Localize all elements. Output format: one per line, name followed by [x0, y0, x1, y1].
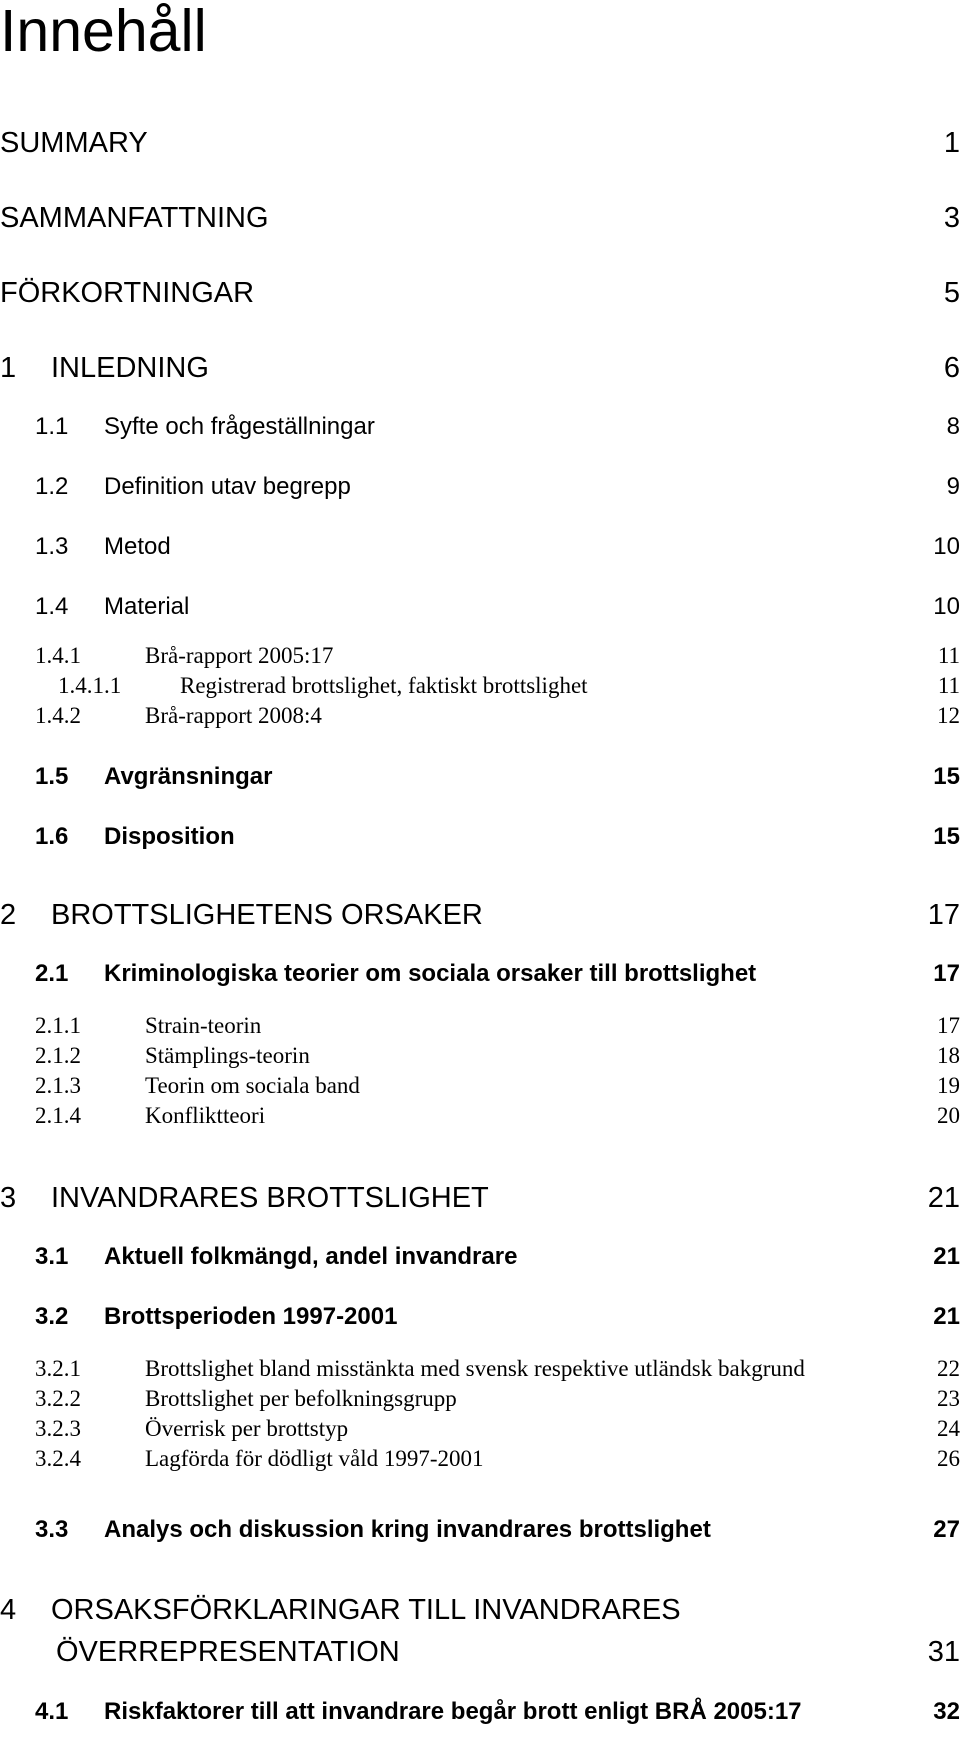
toc-entry-1-4-1[interactable]	[0, 643, 960, 673]
toc-entry-label: SUMMARY	[0, 127, 148, 159]
toc-entry-label: Disposition	[104, 823, 235, 850]
toc-entry-3-2-2[interactable]	[0, 1386, 960, 1416]
toc-entry-number: 2.1.1	[35, 1013, 81, 1038]
toc-entry-2-1[interactable]	[0, 960, 960, 990]
toc-entry-label: Aktuell folkmängd, andel invandrare	[104, 1243, 518, 1270]
toc-entry-label: Strain-teorin	[145, 1013, 262, 1038]
toc-entry-chapter-2[interactable]	[0, 900, 960, 930]
toc-entry-number: 1.6	[35, 823, 69, 850]
toc-entry-label: Metod	[104, 533, 171, 560]
toc-entry-page: 27	[933, 1516, 960, 1543]
toc-entry-number: 2.1.3	[35, 1073, 81, 1098]
toc-entry-number: 3.2	[35, 1303, 69, 1330]
toc-entry-label: Syfte och frågeställningar	[104, 413, 375, 440]
toc-entry-3-2-3[interactable]	[0, 1416, 960, 1446]
toc-entry-2-1-4[interactable]	[0, 1103, 960, 1133]
toc-entry-number: 4.1	[35, 1698, 69, 1725]
toc-entry-forkortningar[interactable]	[0, 278, 960, 308]
toc-entry-page: 31	[927, 1636, 960, 1668]
toc-entry-page: 9	[946, 473, 960, 500]
toc-entry-1-5[interactable]	[0, 763, 960, 793]
toc-entry-label: Registrerad brottslighet, faktiskt brottslighet	[180, 673, 588, 698]
toc-entry-label: Definition utav begrepp	[104, 473, 351, 500]
toc-entry-page: 24	[937, 1416, 960, 1441]
toc-entry-2-1-1[interactable]	[0, 1013, 960, 1043]
toc-entry-page: 20	[937, 1103, 960, 1128]
toc-entry-number: 3	[0, 1182, 17, 1214]
toc-entry-number: 4	[0, 1594, 17, 1626]
toc-entry-chapter-4[interactable]	[0, 1595, 960, 1625]
toc-entry-number: 3.3	[35, 1516, 69, 1543]
toc-entry-label: Överrisk per brottstyp	[145, 1416, 349, 1441]
toc-entry-label: SAMMANFATTNING	[0, 202, 269, 234]
toc-entry-page: 15	[933, 823, 960, 850]
toc-entry-number: 2.1	[35, 960, 69, 987]
toc-entry-label: INLEDNING	[51, 352, 209, 384]
toc-entry-3-3[interactable]	[0, 1516, 960, 1546]
toc-entry-number: 3.2.1	[35, 1356, 81, 1381]
toc-entry-label: ÖVERREPRESENTATION	[56, 1636, 400, 1668]
toc-entry-label: FÖRKORTNINGAR	[0, 277, 255, 309]
toc-entry-label: BROTTSLIGHETENS ORSAKER	[51, 899, 483, 931]
toc-entry-1-4[interactable]	[0, 593, 960, 623]
toc-entry-number: 3.2.4	[35, 1446, 81, 1471]
toc-entry-page: 12	[937, 703, 960, 728]
toc-entry-2-1-3[interactable]	[0, 1073, 960, 1103]
toc-entry-number: 1.1	[35, 413, 69, 440]
toc-entry-page: 17	[937, 1013, 960, 1038]
toc-entry-page: 11	[937, 643, 960, 668]
toc-entry-3-1[interactable]	[0, 1243, 960, 1273]
toc-entry-page: 6	[943, 352, 960, 384]
toc-entry-summary[interactable]	[0, 128, 960, 158]
toc-entry-label: Kriminologiska teorier om sociala orsaker till brottslighet	[104, 960, 757, 987]
toc-entry-page: 19	[937, 1073, 960, 1098]
toc-entry-number: 1.2	[35, 473, 69, 500]
toc-entry-label: Brå-rapport 2008:4	[145, 703, 322, 728]
toc-entry-page: 11	[937, 673, 960, 698]
toc-entry-label: Stämplings-teorin	[145, 1043, 310, 1068]
toc-entry-page: 17	[927, 899, 960, 931]
toc-entry-number: 1.4.1.1	[58, 673, 122, 698]
toc-entry-2-1-2[interactable]	[0, 1043, 960, 1073]
toc-entry-label: Material	[104, 593, 190, 620]
toc-entry-label: Brottsperioden 1997-2001	[104, 1303, 398, 1330]
toc-entry-3-2-4[interactable]	[0, 1446, 960, 1476]
toc-entry-label: Avgränsningar	[104, 763, 273, 790]
toc-entry-number: 3.2.3	[35, 1416, 81, 1441]
toc-entry-number: 1	[0, 352, 17, 384]
toc-entry-page: 21	[933, 1243, 960, 1270]
page-title: Innehåll	[0, 0, 207, 64]
toc-entry-chapter-3[interactable]	[0, 1183, 960, 1213]
toc-entry-page: 22	[937, 1356, 960, 1381]
toc-entry-number: 2.1.2	[35, 1043, 81, 1068]
toc-entry-page: 23	[937, 1386, 960, 1411]
toc-entry-page: 15	[933, 763, 960, 790]
toc-entry-page: 21	[933, 1303, 960, 1330]
toc-entry-1-3[interactable]	[0, 533, 960, 563]
toc-entry-number: 3.1	[35, 1243, 69, 1270]
toc-entry-sammanfattning[interactable]	[0, 203, 960, 233]
toc-entry-1-4-2[interactable]	[0, 703, 960, 733]
toc-entry-label: Riskfaktorer till att invandrare begår brott enligt BRÅ 2005:17	[104, 1698, 802, 1725]
toc-entry-1-2[interactable]	[0, 473, 960, 503]
toc-entry-page: 18	[937, 1043, 960, 1068]
toc-entry-page: 26	[937, 1446, 960, 1471]
toc-entry-page: 3	[943, 202, 960, 234]
toc-entry-label: Brottslighet bland misstänkta med svensk respektive utländsk bakgrund	[145, 1356, 805, 1381]
toc-entry-label: Konfliktteori	[145, 1103, 266, 1128]
toc-entry-label: ORSAKSFÖRKLARINGAR TILL INVANDRARES	[51, 1594, 681, 1626]
toc-entry-1-4-1-1[interactable]	[0, 673, 960, 703]
toc-entry-1-6[interactable]	[0, 823, 960, 853]
toc-entry-number: 1.3	[35, 533, 69, 560]
toc-entry-label: Lagförda för dödligt våld 1997-2001	[145, 1446, 484, 1471]
toc-entry-label: Analys och diskussion kring invandrares brottslighet	[104, 1516, 711, 1543]
toc-entry-page: 5	[943, 277, 960, 309]
toc-entry-page: 17	[933, 960, 960, 987]
toc-entry-page: 8	[946, 413, 960, 440]
toc-entry-number: 3.2.2	[35, 1386, 81, 1411]
toc-entry-page: 10	[933, 533, 960, 560]
toc-entry-number: 1.4	[35, 593, 69, 620]
toc-entry-label: Brottslighet per befolkningsgrupp	[145, 1386, 457, 1411]
toc-entry-1-1[interactable]	[0, 413, 960, 443]
toc-entry-number: 1.4.2	[35, 703, 81, 728]
toc-entry-chapter-1[interactable]	[0, 353, 960, 383]
toc-entry-3-2[interactable]	[0, 1303, 960, 1333]
toc-entry-page: 1	[943, 127, 960, 159]
toc-entry-4-1[interactable]	[0, 1698, 960, 1728]
toc-entry-number: 2	[0, 899, 17, 931]
toc-entry-label: Brå-rapport 2005:17	[145, 643, 334, 668]
toc-entry-number: 1.4.1	[35, 643, 81, 668]
toc-entry-page: 21	[927, 1182, 960, 1214]
toc-entry-label: INVANDRARES BROTTSLIGHET	[51, 1182, 489, 1214]
toc-entry-number: 1.5	[35, 763, 69, 790]
toc-entry-chapter-4-continued[interactable]	[0, 1637, 960, 1667]
toc-entry-label: Teorin om sociala band	[145, 1073, 360, 1098]
toc-entry-number: 2.1.4	[35, 1103, 81, 1128]
toc-entry-page: 10	[933, 593, 960, 620]
toc-entry-3-2-1[interactable]	[0, 1356, 960, 1386]
toc-entry-page: 32	[933, 1698, 960, 1725]
